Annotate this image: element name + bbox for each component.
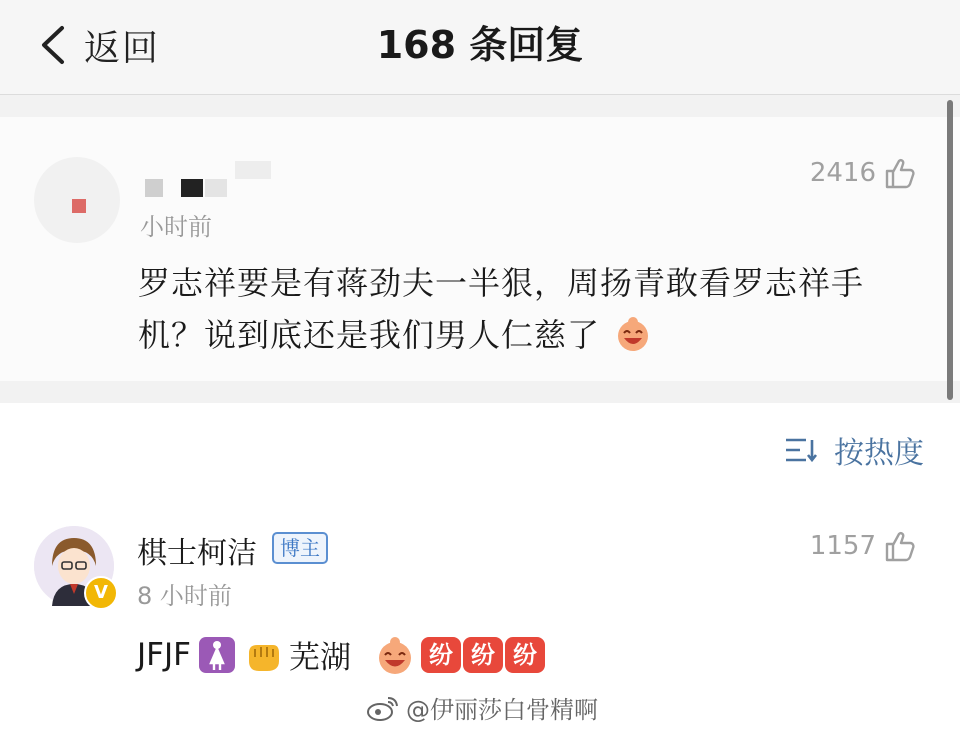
username[interactable]: 棋士柯洁 xyxy=(137,536,257,571)
back-label: 返回 xyxy=(84,27,161,69)
comment-text-body: 罗志祥要是有蒋劲夫一半狠，周扬青敢看罗志祥手机？说到底还是我们男人仁慈了 xyxy=(138,264,865,354)
divider xyxy=(0,381,960,403)
username-blurred[interactable] xyxy=(145,161,275,197)
watermark xyxy=(366,690,598,725)
scrollbar[interactable] xyxy=(947,100,953,400)
like-button[interactable] xyxy=(810,530,918,562)
divider xyxy=(0,95,960,117)
like-count: 1157 xyxy=(809,531,876,561)
verified-badge-icon: V xyxy=(84,576,118,610)
reply-text xyxy=(137,632,545,677)
root-comment xyxy=(0,117,960,381)
laughing-emoji-icon xyxy=(375,635,415,675)
blur-block xyxy=(145,179,163,197)
blur-block xyxy=(235,161,271,179)
author-badge: 博主 xyxy=(272,532,328,564)
text-emoji-sticker: 纷 xyxy=(505,637,545,673)
text-emoji-sticker: 纷 xyxy=(463,637,503,673)
like-button[interactable] xyxy=(810,157,918,189)
comment-time: 小时前 xyxy=(140,213,212,241)
page-title: 168 条回复 xyxy=(376,23,584,67)
blur-block xyxy=(181,179,203,197)
fist-emoji-icon xyxy=(243,635,283,675)
thumbs-up-icon xyxy=(884,530,918,562)
like-count: 2416 xyxy=(809,158,876,188)
reply-text-place: 芜湖 xyxy=(288,640,351,676)
top-bar xyxy=(0,0,960,95)
laughing-emoji-icon xyxy=(615,316,651,352)
reply-time: 8 小时前 xyxy=(137,582,232,610)
comment-text xyxy=(138,257,928,361)
avatar-blurred[interactable] xyxy=(34,157,120,243)
reply-text-prefix: JFJF xyxy=(137,636,191,673)
weibo-logo-icon xyxy=(366,694,400,722)
thumbs-up-icon xyxy=(884,157,918,189)
blur-block xyxy=(205,179,227,197)
text-emoji-sticker: 纷 xyxy=(421,637,461,673)
sort-label: 按热度 xyxy=(834,436,924,471)
blur-pixel xyxy=(72,199,86,213)
sort-button[interactable] xyxy=(784,428,924,472)
woman-sign-emoji-icon xyxy=(197,635,237,675)
sort-icon xyxy=(784,436,820,464)
watermark-text: @伊丽莎白骨精啊 xyxy=(406,696,598,724)
text-emoji-group xyxy=(421,637,545,673)
